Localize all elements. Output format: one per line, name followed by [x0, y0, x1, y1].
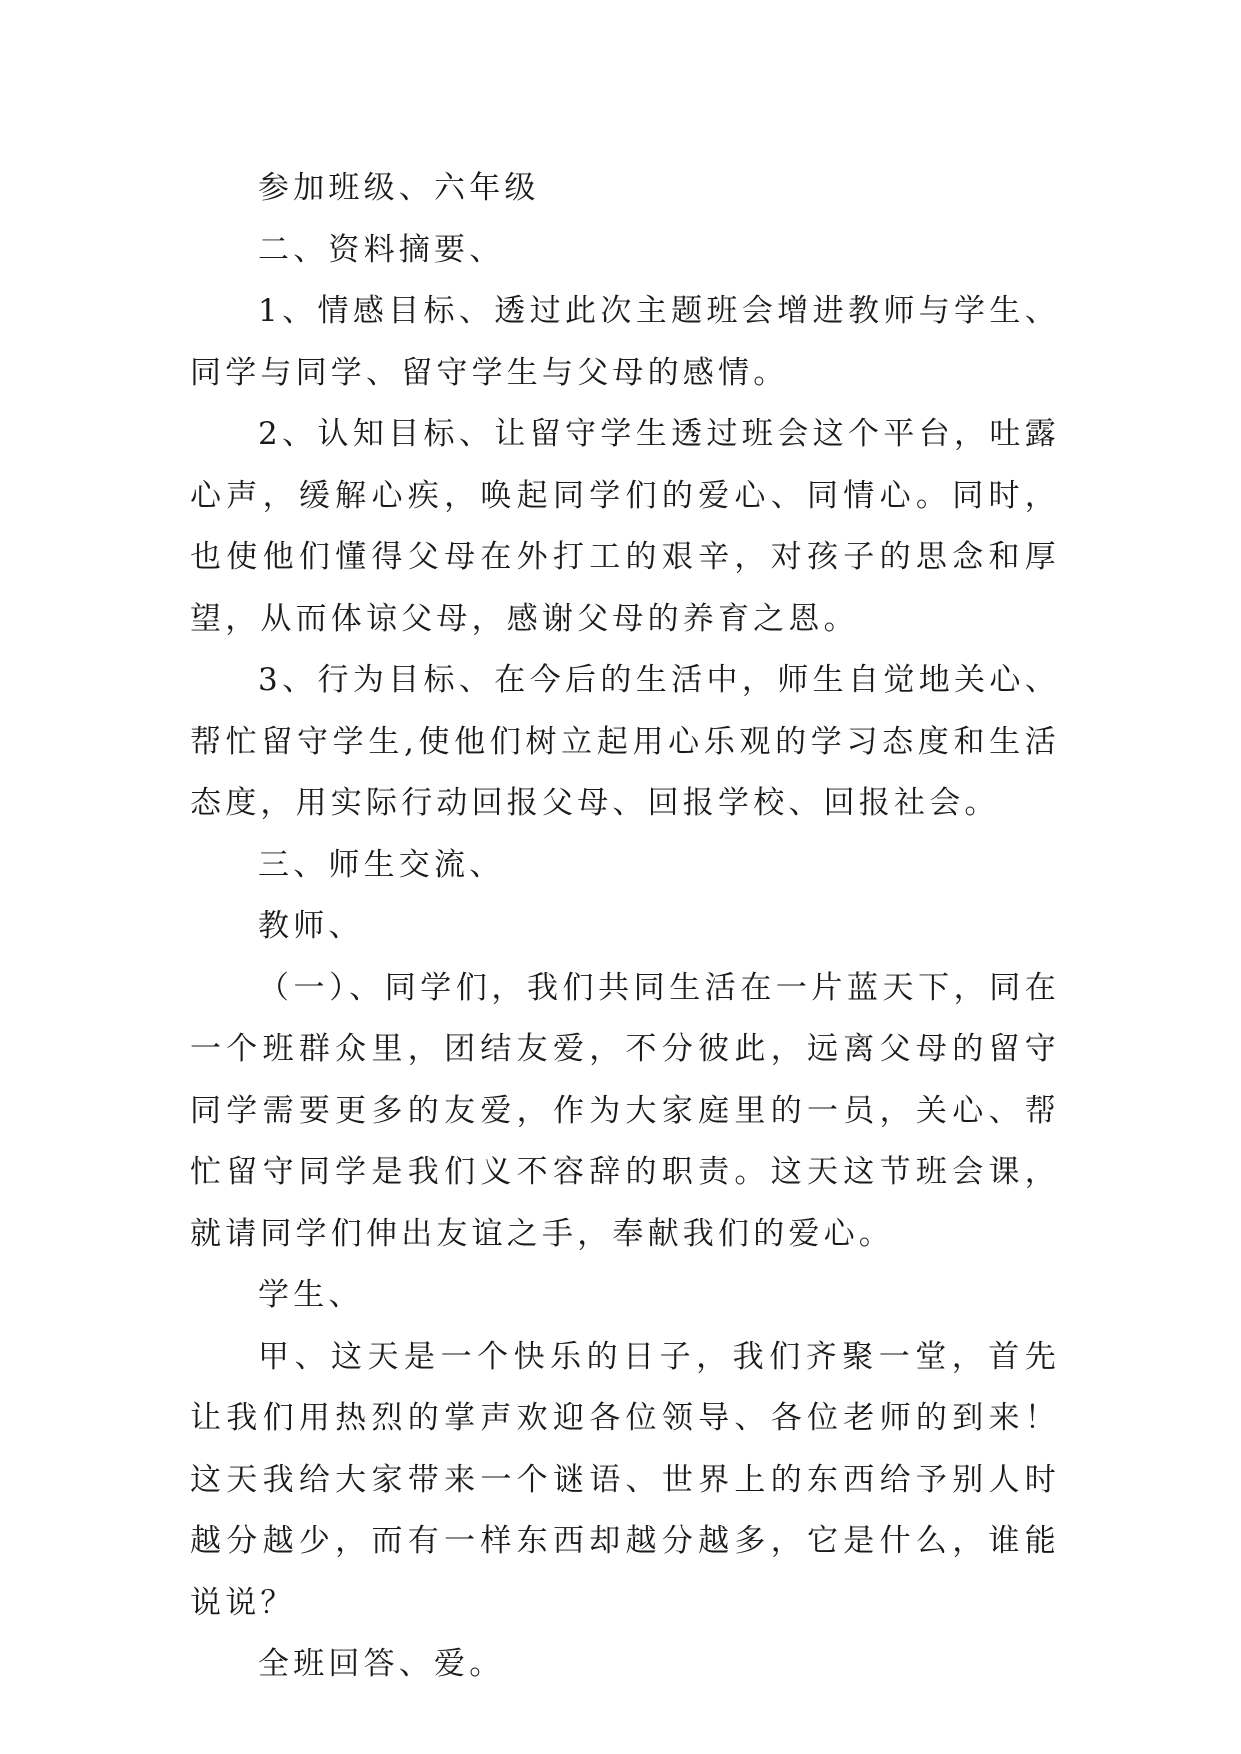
- student-a-speech-paragraph: 甲、这天是一个快乐的日子，我们齐聚一堂，首先让我们用热烈的掌声欢迎各位领导、各位老师的到来！这天我给大家带来一个谜语、世界上的东西给予别人时越分越少，而有一样东西却越分越多，它是什么，谁能说说？: [190, 1338, 1060, 1621]
- speaker-label-students: 学生、: [258, 1277, 364, 1313]
- emotional-goal-paragraph: 1、情感目标、透过此次主题班会增进教师与学生、同学与同学、留守学生与父母的感情。: [190, 293, 1060, 391]
- participating-class-line: 参加班级、六年级: [258, 170, 540, 206]
- section-heading-exchange: 三、师生交流、: [258, 846, 505, 883]
- cognitive-goal-paragraph: 2、认知目标、让留守学生透过班会这个平台，吐露心声，缓解心疾，唤起同学们的爱心、同情心。同时，也使他们懂得父母在外打工的艰辛，对孩子的思念和厚望，从而体谅父母，感谢父母的养育之恩。: [190, 416, 1060, 637]
- document-page: [190, 158, 1060, 1696]
- class-answer-line: 全班回答、爱。: [258, 1646, 505, 1682]
- behavior-goal-paragraph: 3、行为目标、在今后的生活中，师生自觉地关心、帮忙留守学生,使他们树立起用心乐观的学习态度和生活态度，用实际行动回报父母、回报学校、回报社会。: [190, 662, 1060, 821]
- section-heading-summary: 二、资料摘要、: [258, 231, 505, 268]
- teacher-speech-paragraph: （一）、同学们，我们共同生活在一片蓝天下，同在一个班群众里，团结友爱，不分彼此，远离父母的留守同学需要更多的友爱，作为大家庭里的一员，关心、帮忙留守同学是我们义不容辞的职责。这天这节班会课，就请同学们伸出友谊之手，奉献我们的爱心。: [190, 969, 1060, 1252]
- speaker-label-teacher: 教师、: [258, 908, 364, 944]
